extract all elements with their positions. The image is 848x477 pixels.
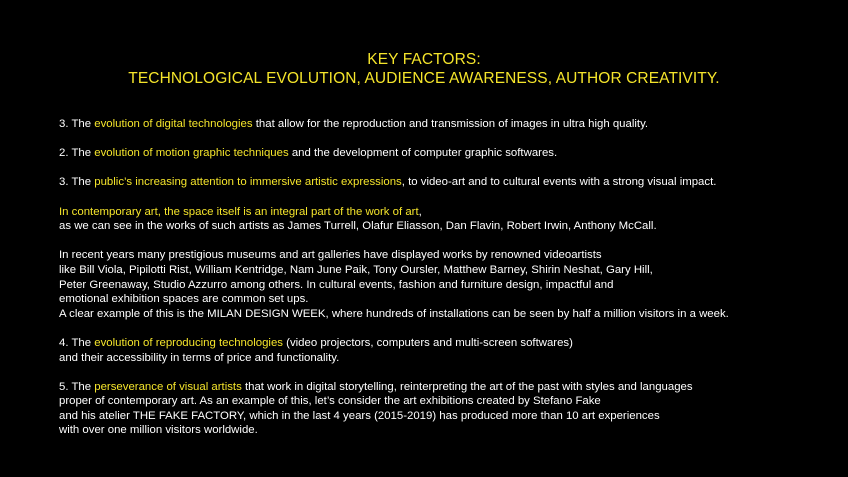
paragraph-highlight: In contemporary art, the space itself is an integral part of the work of art: [59, 205, 419, 218]
point-text: , to video-art and to cultural events with a strong visual impact.: [401, 176, 717, 189]
point-motion-graphic: [59, 146, 839, 161]
point-text: (video projectors, computers and multi-screen softwares): [282, 336, 573, 349]
paragraph-line: In recent years many prestigious museums and art galleries have displayed works by renowned videoartists: [59, 249, 602, 262]
point-highlight: public’s increasing attention to immersive artistic expressions: [94, 176, 402, 189]
paragraph-text: ,: [418, 205, 422, 218]
paragraph-line: like Bill Viola, Pipilotti Rist, William Kentridge, Nam June Paik, Tony Oursler, Matthew Barney, Shirin Neshat, Gary Hill,: [59, 263, 653, 276]
paragraph-line: with over one million visitors worldwide.: [59, 424, 258, 437]
point-prefix: 5. The: [59, 380, 95, 393]
point-text: that allow for the reproduction and transmission of images in ultra high quality.: [252, 118, 649, 130]
paragraph-contemporary-art: [59, 205, 839, 220]
point-highlight: perseverance of visual artists: [94, 380, 242, 393]
point-highlight: evolution of motion graphic techniques: [94, 147, 289, 160]
title-line-2: TECHNOLOGICAL EVOLUTION, AUDIENCE AWARENESS, AUTHOR CREATIVITY.: [128, 70, 720, 87]
point-highlight: evolution of digital technologies: [94, 118, 253, 130]
point-prefix: 4. The: [59, 336, 95, 349]
point-digital-technologies: [59, 117, 839, 132]
paragraph-line: and his atelier THE FAKE FACTORY, which in the last 4 years (2015-2019) has produced more than 10 art experiences: [59, 409, 660, 422]
point-public-attention: [59, 175, 839, 190]
paragraph-line: and their accessibility in terms of price and functionality.: [59, 351, 340, 364]
slide-title: [0, 50, 848, 88]
point-text: that work in digital storytelling, reinterpreting the art of the past with styles and languages: [241, 380, 693, 393]
title-line-1: KEY FACTORS:: [367, 51, 481, 68]
point-prefix: 3. The: [59, 176, 95, 189]
point-prefix: 2. The: [59, 147, 95, 160]
paragraph-line: proper of contemporary art. As an example of this, let’s consider the art exhibitions created by Stefano Fake: [59, 395, 601, 408]
point-reproducing-technologies: [59, 336, 839, 351]
point-highlight: evolution of reproducing technologies: [94, 336, 283, 349]
paragraph-line: Peter Greenaway, Studio Azzurro among others. In cultural events, fashion and furniture design, impactful and: [59, 278, 614, 291]
paragraph-line: as we can see in the works of such artists as James Turrell, Olafur Eliasson, Dan Flavin, Robert Irwin, Anthony McCall.: [59, 220, 657, 233]
paragraph-line: A clear example of this is the MILAN DESIGN WEEK, where hundreds of installations can be seen by half a million visitors in a week.: [59, 307, 729, 320]
point-visual-artists: [59, 380, 839, 395]
point-text: and the development of computer graphic softwares.: [288, 147, 558, 160]
paragraph-line: emotional exhibition spaces are common set ups.: [59, 293, 309, 306]
slide-body: [59, 117, 839, 438]
point-prefix: 3. The: [59, 118, 95, 130]
